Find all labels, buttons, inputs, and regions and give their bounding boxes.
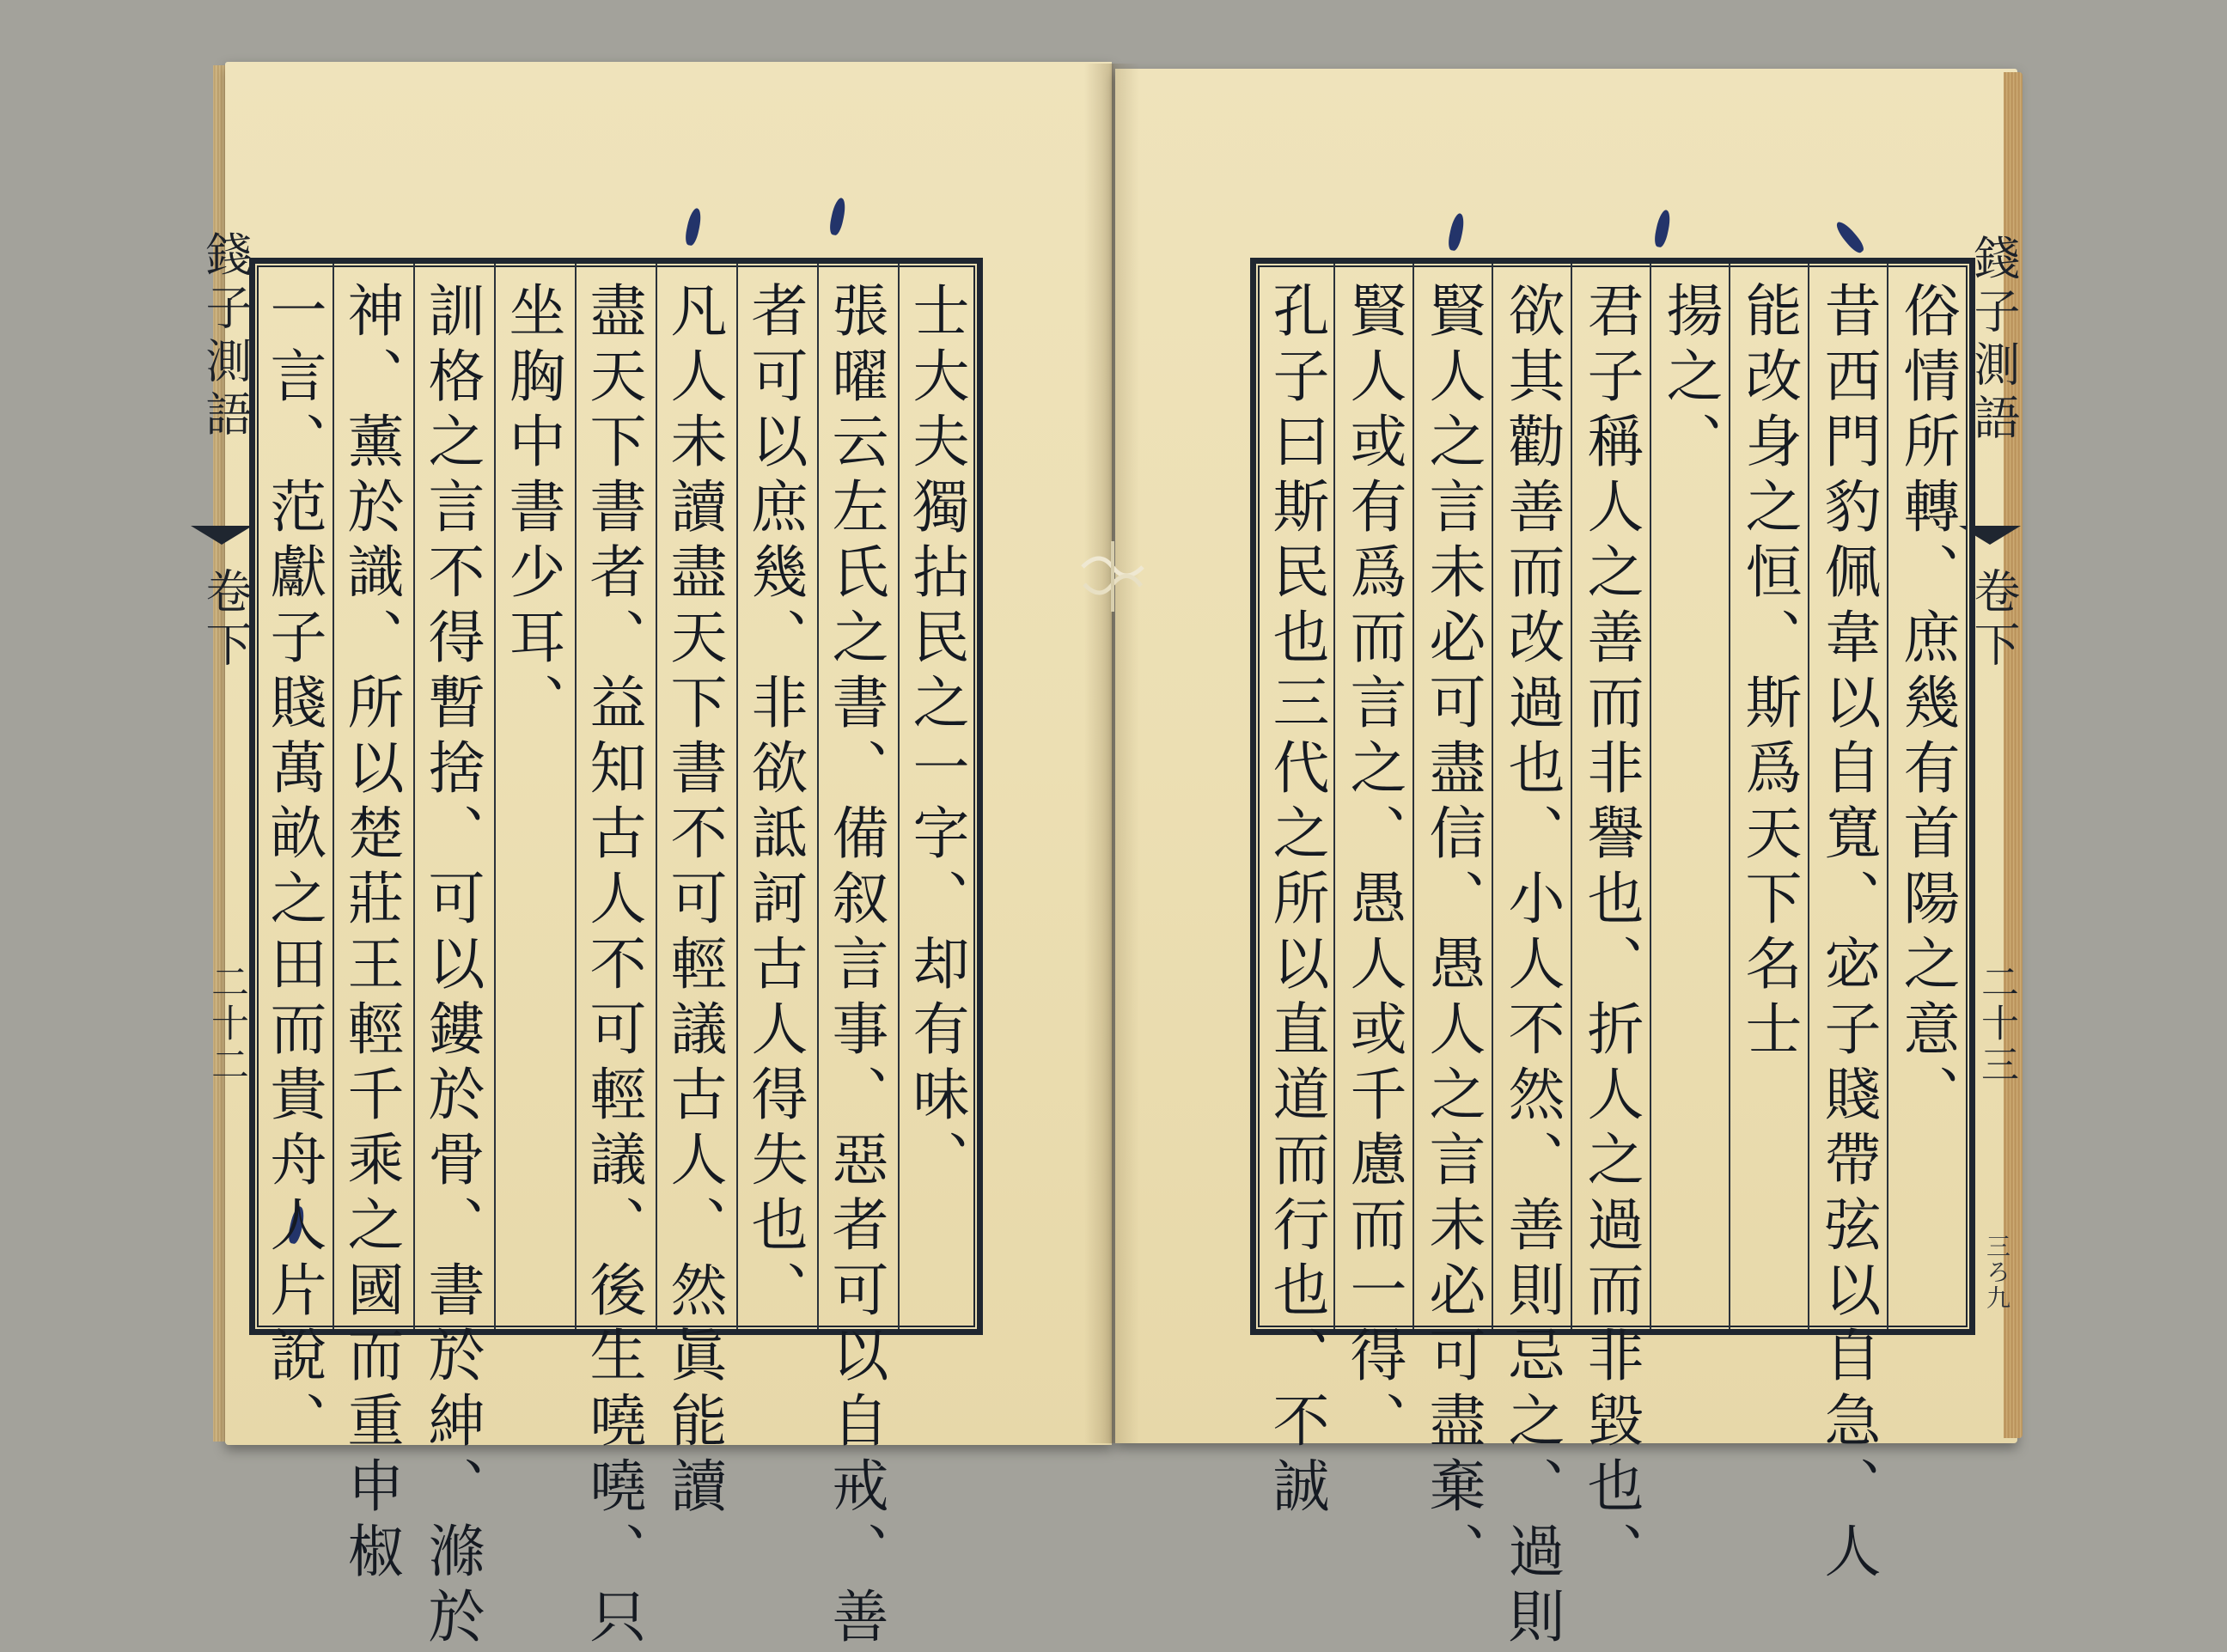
text-column: 神、薰於識、所以楚莊王輕千乘之國而重申椒 [338, 281, 404, 1587]
right-margin-volume: 卷下 [1967, 567, 2021, 674]
column-rule [1887, 264, 1888, 1329]
text-column: 盡天下書者、益知古人不可輕議、後生嘵嘵、只 [580, 281, 646, 1652]
text-column: 士大夫獨拈民之一字、却有味、 [903, 281, 969, 1195]
left-margin-volume: 卷下 [198, 567, 253, 674]
text-column: 君子稱人之善而非譽也、折人之過而非毀也、 [1577, 281, 1644, 1587]
column-rule [494, 264, 496, 1329]
text-column: 揚之、 [1657, 281, 1723, 477]
binding-thread-icon [1074, 533, 1151, 619]
column-rule [736, 264, 738, 1329]
left-fish-tail-mark [191, 526, 253, 545]
column-rule [1729, 264, 1730, 1329]
column-rule [1650, 264, 1651, 1329]
column-rule [898, 264, 900, 1329]
column-rule [413, 264, 415, 1329]
text-column: 賢人之言未必可盡信、愚人之言未必可盡棄、 [1419, 281, 1486, 1587]
text-column: 凡人未讀盡天下書不可輕議古人、然眞能讀 [661, 281, 727, 1521]
column-rule [1333, 264, 1335, 1329]
right-text-frame [1250, 258, 1975, 1652]
right-margin-page-number: 二十三 [1974, 962, 2018, 1086]
column-rule [333, 264, 334, 1329]
column-rule [656, 264, 657, 1329]
text-column: 者可以庶幾、非欲詆訶古人得失也、 [741, 281, 808, 1326]
column-rule [575, 264, 577, 1329]
text-column: 一言、范獻子賤萬畝之田而貴舟人片說、 [260, 281, 326, 1456]
folio-mark: 三ろ九 [1983, 1234, 2011, 1311]
left-margin-page-number: 二十二 [204, 962, 248, 1086]
column-rule [817, 264, 819, 1329]
text-column: 昔西門豹佩韋以自寬、宓子賤帶弦以自急、人 [1815, 281, 1881, 1587]
right-margin-title: 錢子測語 [1967, 234, 2021, 447]
text-column: 賢人或有爲而言之、愚人或千慮而一得、 [1340, 281, 1406, 1456]
text-column: 欲其勸善而改過也、小人不然、善則忌之、過則 [1498, 281, 1565, 1652]
column-rule [1571, 264, 1572, 1329]
left-text-frame [249, 258, 983, 1652]
left-margin-title: 錢子測語 [198, 230, 253, 443]
text-column: 訓格之言不得暫捨、可以鏤於骨、書於紳、滌於 [418, 281, 485, 1652]
text-column: 俗情所轉、庶幾有首陽之意、 [1894, 281, 1960, 1130]
text-column: 孔子曰斯民也三代之所以直道而行也、不誠 [1263, 281, 1329, 1521]
column-rule [1808, 264, 1809, 1329]
text-column: 坐胸中書少耳、 [499, 281, 565, 738]
binding-gutter [1084, 64, 1139, 1443]
text-column: 張曜云左氏之書、備叙言事、惡者可以自戒、善 [822, 281, 888, 1652]
column-rule [1412, 264, 1414, 1329]
text-column: 能改身之恒、斯爲天下名士 [1736, 281, 1802, 1064]
column-rule [1492, 264, 1493, 1329]
